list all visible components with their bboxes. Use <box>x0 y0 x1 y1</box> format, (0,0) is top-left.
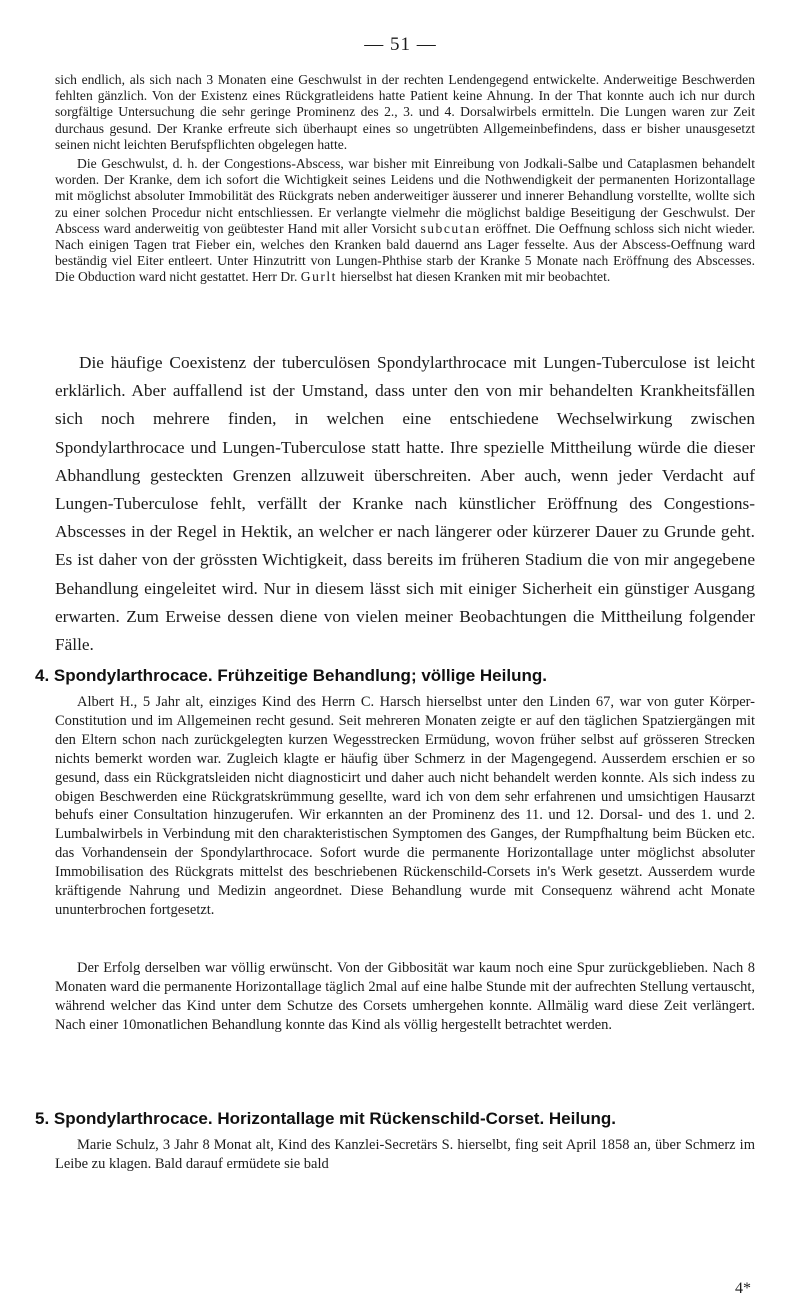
case-report-continuation: sich endlich, als sich nach 3 Monaten eine Geschwulst in der rechten Lendengegend entwickelte. Anderweitige Beschwerden fehlten gänzlich. Von der Existenz eines Rückgratleidens hatte Patient keine Ahnung. In der That konnte auch ich nur durch sorgfältige Untersuchung die sehr geringe Prominenz des 2., 3. und 4. Dorsalwirbels ermitteln. Die Lungen waren zur Zeit durchaus gesund. Der Kranke erfreute sich überhaupt eines so ungetrübten Allgemeinbefindens, dass er bisher unausgesetzt seinen nicht leichten Berufspflichten obgelegen hatte. <box>55 72 755 152</box>
case-4-paragraph-1: Albert H., 5 Jahr alt, einziges Kind des Herrn C. Harsch hierselbst unter den Linden 67, war von guter Körper-Constitution und im Allgemeinen recht gesund. Seit mehreren Monaten zeigte er auf den täglichen Spatziergängen mit den Eltern schon nach zurückgelegten kurzen Wegesstrecken Ermüdung, wovon früher selbst auf grösseren Strecken nichts bemerkt worden war. Zugleich klagte er häufig über Schmerz in der Magengegend. Ausserdem erschien er so gesund, dass ein Rückgratsleiden nicht diagnosticirt und daher auch nicht behandelt werden konnte. Als sich indess zu obigen Beschwerden eine Rückgratskrümmung gesellte, ward ich von dem sehr erfahrenen und umsichtigen Hausarzt behufs einer Consultation hinzugerufen. Wir erkannten an der Prominenz des 11. und 12. Dorsal- und des 1. und 2. Lumbalwirbels in Verbindung mit den charakteristischen Symptomen des Ganges, der Rumpfhaltung beim Bücken etc. das Vorhandensein der Spondylarthrocace. Sofort wurde die permanente Horizontallage unter möglichst absoluter Immobilisation des Rückgrats mittelst des beschriebenen Rückenschild-Corsets in's Werk gesetzt. Ausserdem wurde kräftigende Nahrung und Medizin angeordnet. Diese Behandlung wurde mit Consequenz während acht Monate ununterbrochen fortgesetzt. <box>55 694 755 918</box>
abscess-text-part-1: Die Geschwulst, d. h. der Congestions-Abscess, war bisher mit Einreibung von Jodkali-Salbe und Cataplasmen behandelt worden. Der Kranke, dem ich sofort die Wichtigkeit seines Leidens und die Nothwendigkeit der permanenten Horizontallage mit möglichst absoluter Immobilität des Rückgrats neben anderweitiger äusserer und innerer Behandlung vorstellte, wollte sich zu einer solchen Procedur nicht entschliessen. Er verlangte vielmehr die möglichst baldige Beseitigung der Geschwulst. Der Abscess ward anderweitig von geübtester Hand mit aller Vorsicht <box>55 156 755 236</box>
signature-mark: 4* <box>735 1280 751 1297</box>
case-5-heading: 5. Spondylarthrocace. Horizontallage mit Rückenschild-Corset. Heilung. <box>35 1109 616 1128</box>
emphasis-subcutan: subcutan <box>420 220 481 236</box>
abscess-text-part-3: hierselbst hat diesen Kranken mit mir beobachtet. <box>336 269 611 285</box>
case-5-paragraph: Marie Schulz, 3 Jahr 8 Monat alt, Kind des Kanzlei-Secretärs S. hierselbt, fing seit April 1858 an, über Schmerz im Leibe zu klagen. Bald darauf ermüdete sie bald <box>55 1137 755 1172</box>
case-4-paragraph-2: Der Erfolg derselben war völlig erwünscht. Von der Gibbosität war kaum noch eine Spur zurückgeblieben. Nach 8 Monaten ward die permanente Horizontallage täglich 2mal auf eine halbe Stunde mit der aufrechten Stellung vertauscht, während welcher das Kind unter dem Schutze des Corsets umhergehen konnte. Allmälig ward diese Zeit verlängert. Nach einer 10monatlichen Behandlung konnte das Kind als völlig hergestellt betrachtet werden. <box>55 960 755 1033</box>
abscess-text-part-2: eröffnet. Die Oeffnung schloss sich nicht wieder. Nach einigen Tagen trat Fieber ein, welches den Kranken bald dauernd ans Lager fesselte. Aus der Abscess-Oeffnung ward beständig viel Eiter entleert. Unter Hinzutritt von Lungen-Phthise starb der Kranke 5 Monate nach Eröffnung des Abscesses. Die Obduction ward nicht gestattet. Herr Dr. <box>55 220 756 285</box>
case-4-heading: 4. Spondylarthrocace. Frühzeitige Behandlung; völlige Heilung. <box>35 666 547 685</box>
abscess-paragraph <box>55 156 755 286</box>
emphasis-gurlt: Gurlt <box>300 269 337 285</box>
coexistence-paragraph: Die häufige Coexistenz der tuberculösen Spondylarthrocace mit Lungen-Tuberculose ist leicht erklärlich. Aber auffallend ist der Umstand, dass unter den von mir behandelten Krankheitsfällen sich noch mehrere finden, in welchen eine entschiedene Wechselwirkung zwischen Spondylarthrocace und Lungen-Tuberculose statt hatte. Ihre spezielle Mittheilung würde die dieser Abhandlung gesteckten Grenzen allzuweit überschreiten. Aber auch, wenn jeder Verdacht auf Lungen-Tuberculose fehlt, verfällt der Kranke nach künstlicher Eröffnung des Congestions-Abscesses in der Regel in Hektik, an welcher er nach längerer oder kürzerer Dauer zu Grunde geht. Es ist daher von der grössten Wichtigkeit, dass bereits im früheren Stadium die von mir angegebene Behandlung eingeleitet wird. Nur in diesem lässt sich mit einiger Sicherheit ein günstiger Ausgang erwarten. Zum Erweise dessen diene von vielen meiner Beobachtungen die Mittheilung folgender Fälle. <box>55 353 755 655</box>
page-number: — 51 — <box>364 34 437 55</box>
